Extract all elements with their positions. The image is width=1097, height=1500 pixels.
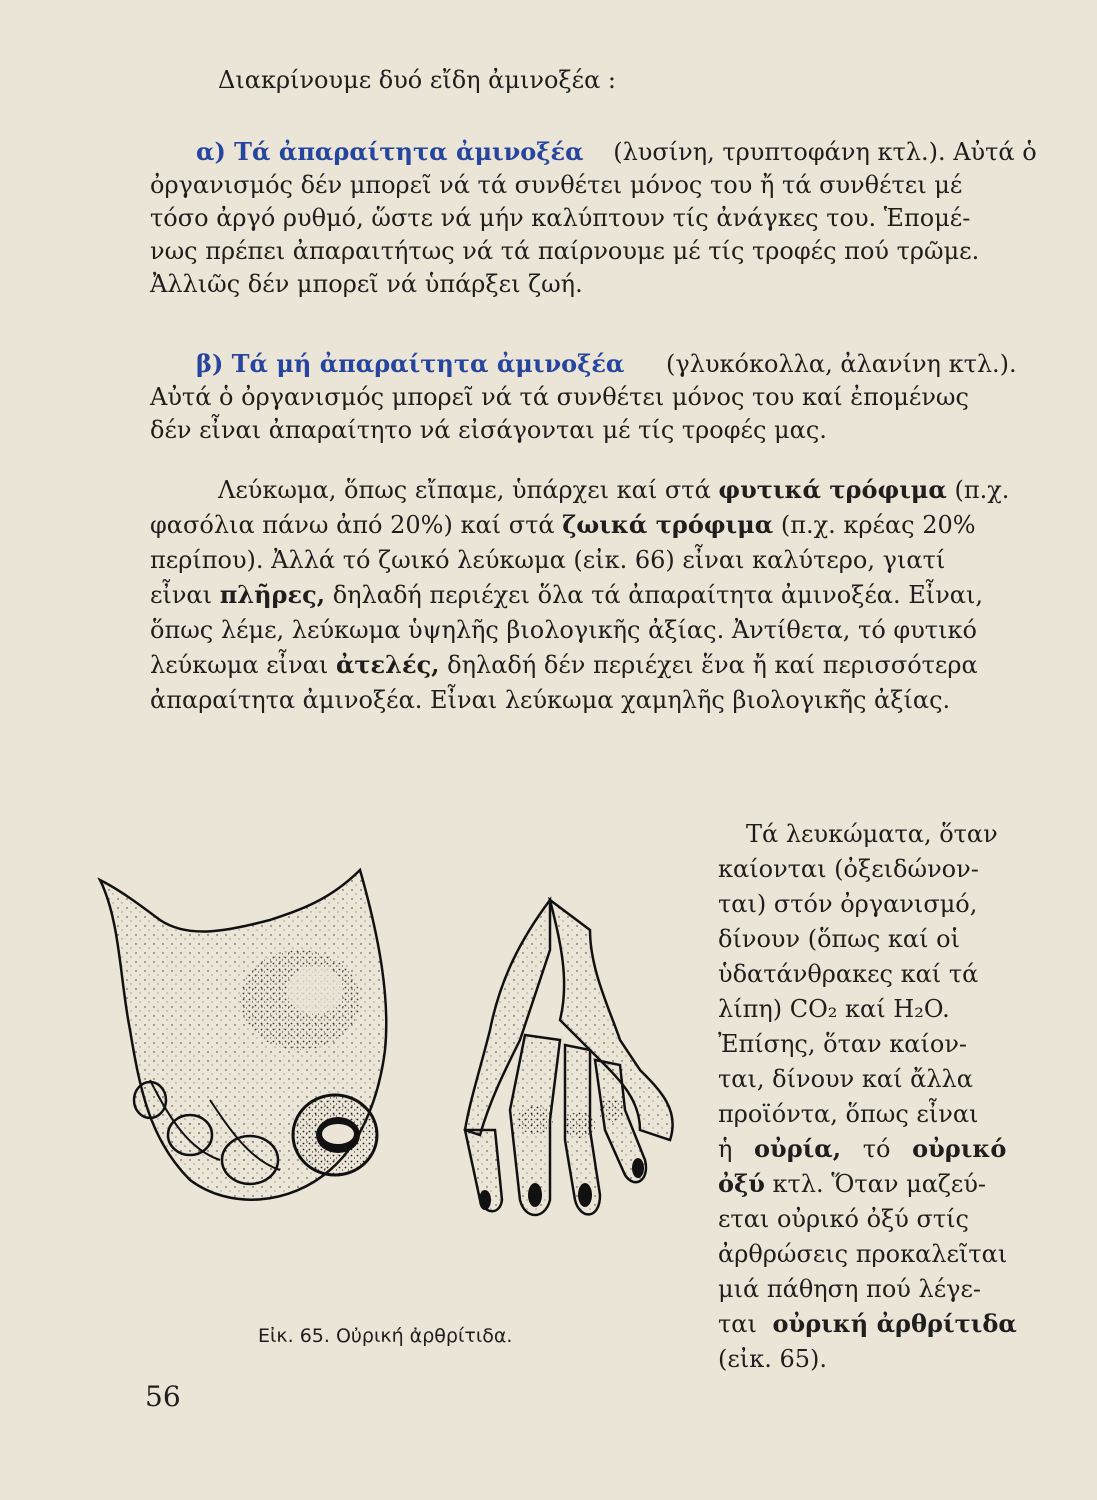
text-line: Αὐτά ὁ ὀργανισμός μπορεῖ νά τά συνθέτει μόνος του καί ἐπομένως: [150, 383, 969, 411]
text-segment: λεύκωμα εἶναι: [150, 651, 329, 679]
text-line: (εἰκ. 65).: [718, 1345, 827, 1373]
foot-drawing: [100, 870, 386, 1200]
text-line: (γλυκόκολλα, ἀλανίνη κτλ.).: [666, 350, 1017, 378]
text-line: τόσο ἀργό ρυθμό, ὥστε νά μήν καλύπτουν τίς ἀνάγκες του. Ἑπομέ-: [150, 204, 971, 232]
text-line: ἀρθρώσεις προκαλεῖται: [718, 1240, 1008, 1268]
text-line: (λυσίνη, τρυπτοφάνη κτλ.). Αὐτά ὁ: [613, 138, 1037, 166]
text-line: εται οὐρικό ὀξύ στίς: [718, 1205, 969, 1233]
text-line: δέν εἶναι ἀπαραίτητο νά εἰσάγονται μέ τίς τροφές μας.: [150, 416, 827, 444]
bold-term: ὀξύ: [718, 1169, 765, 1198]
bold-term: ἀτελές,: [335, 650, 440, 679]
text-line: ται) στόν ὀργανισμό,: [718, 890, 978, 918]
gout-illustration: [80, 860, 700, 1300]
figure-caption: Εἰκ. 65. Οὐρική ἀρθρίτιδα.: [258, 1325, 513, 1347]
heading-essential: α) Τά ἀπαραίτητα ἀμινοξέα: [196, 137, 584, 166]
text-line: περίπου). Ἀλλά τό ζωικό λεύκωμα (εἰκ. 66) εἶναι καλύτερο, γιατί: [150, 546, 946, 574]
text-line: Ἀλλιῶς δέν μπορεῖ νά ὑπάρξει ζωή.: [150, 270, 583, 298]
bold-term: φυτικά τρόφιμα: [718, 475, 947, 504]
text-line: Τά λευκώματα, ὅταν: [746, 820, 998, 848]
text-segment: δηλαδή περιέχει ὅλα τά ἀπαραίτητα ἀμινοξέα. Εἶναι,: [332, 581, 984, 609]
text-line: δίνουν (ὅπως καί οἱ: [718, 925, 961, 953]
text-line: μιά πάθηση πού λέγε-: [718, 1275, 982, 1303]
page-number: 56: [145, 1380, 181, 1413]
bold-term: οὐρικό: [912, 1134, 1007, 1163]
text-line: ται, δίνουν καί ἄλλα: [718, 1065, 973, 1093]
text-line: ὅπως λέμε, λεύκωμα ὑψηλῆς βιολογικῆς ἀξίας. Ἀντίθετα, τό φυτικό: [150, 616, 977, 644]
text-segment: κτλ. Ὅταν μαζεύ-: [772, 1170, 987, 1198]
bold-term: οὐρική ἀρθρίτιδα: [772, 1309, 1017, 1338]
text-segment: φασόλια πάνω ἀπό 20%) καί στά: [150, 511, 555, 539]
bold-term: οὐρία,: [754, 1134, 842, 1163]
text-segment: (π.χ.: [954, 476, 1010, 504]
hand-drawing: [465, 900, 673, 1215]
text-line: Ἐπίσης, ὅταν καίον-: [718, 1030, 968, 1058]
text-line: λίπη) CO₂ καί H₂O.: [718, 995, 950, 1023]
text-segment: ται: [718, 1310, 757, 1338]
text-line: νως πρέπει ἀπαραιτήτως νά τά παίρνουμε μέ τίς τροφές πού τρῶμε.: [150, 237, 980, 265]
text-segment: Λεύκωμα, ὅπως εἴπαμε, ὑπάρχει καί στά: [218, 476, 711, 504]
bold-term: ζωικά τρόφιμα: [562, 510, 774, 539]
text-segment: εἶναι: [150, 581, 213, 609]
intro-line: Διακρίνουμε δυό εἴδη ἀμινοξέα :: [218, 66, 617, 94]
text-line: προϊόντα, ὅπως εἶναι: [718, 1100, 979, 1128]
text-line: καίονται (ὀξειδώνον-: [718, 855, 979, 883]
text-line: ἀπαραίτητα ἀμινοξέα. Εἶναι λεύκωμα χαμηλῆς βιολογικῆς ἀξίας.: [150, 686, 951, 714]
text-segment: δηλαδή δέν περιέχει ἕνα ἤ καί περισσότερα: [447, 651, 978, 679]
heading-nonessential: β) Τά μή ἀπαραίτητα ἀμινοξέα: [196, 349, 625, 378]
text-line: ὀργανισμός δέν μπορεῖ νά τά συνθέτει μόνος του ἤ τά συνθέτει μέ: [150, 171, 963, 199]
text-segment: τό: [862, 1135, 891, 1163]
bold-term: πλῆρες,: [219, 580, 326, 609]
text-segment: (π.χ. κρέας 20%: [780, 511, 976, 539]
text-segment: ἡ: [718, 1135, 733, 1163]
text-line: ὑδατάνθρακες καί τά: [718, 960, 979, 988]
